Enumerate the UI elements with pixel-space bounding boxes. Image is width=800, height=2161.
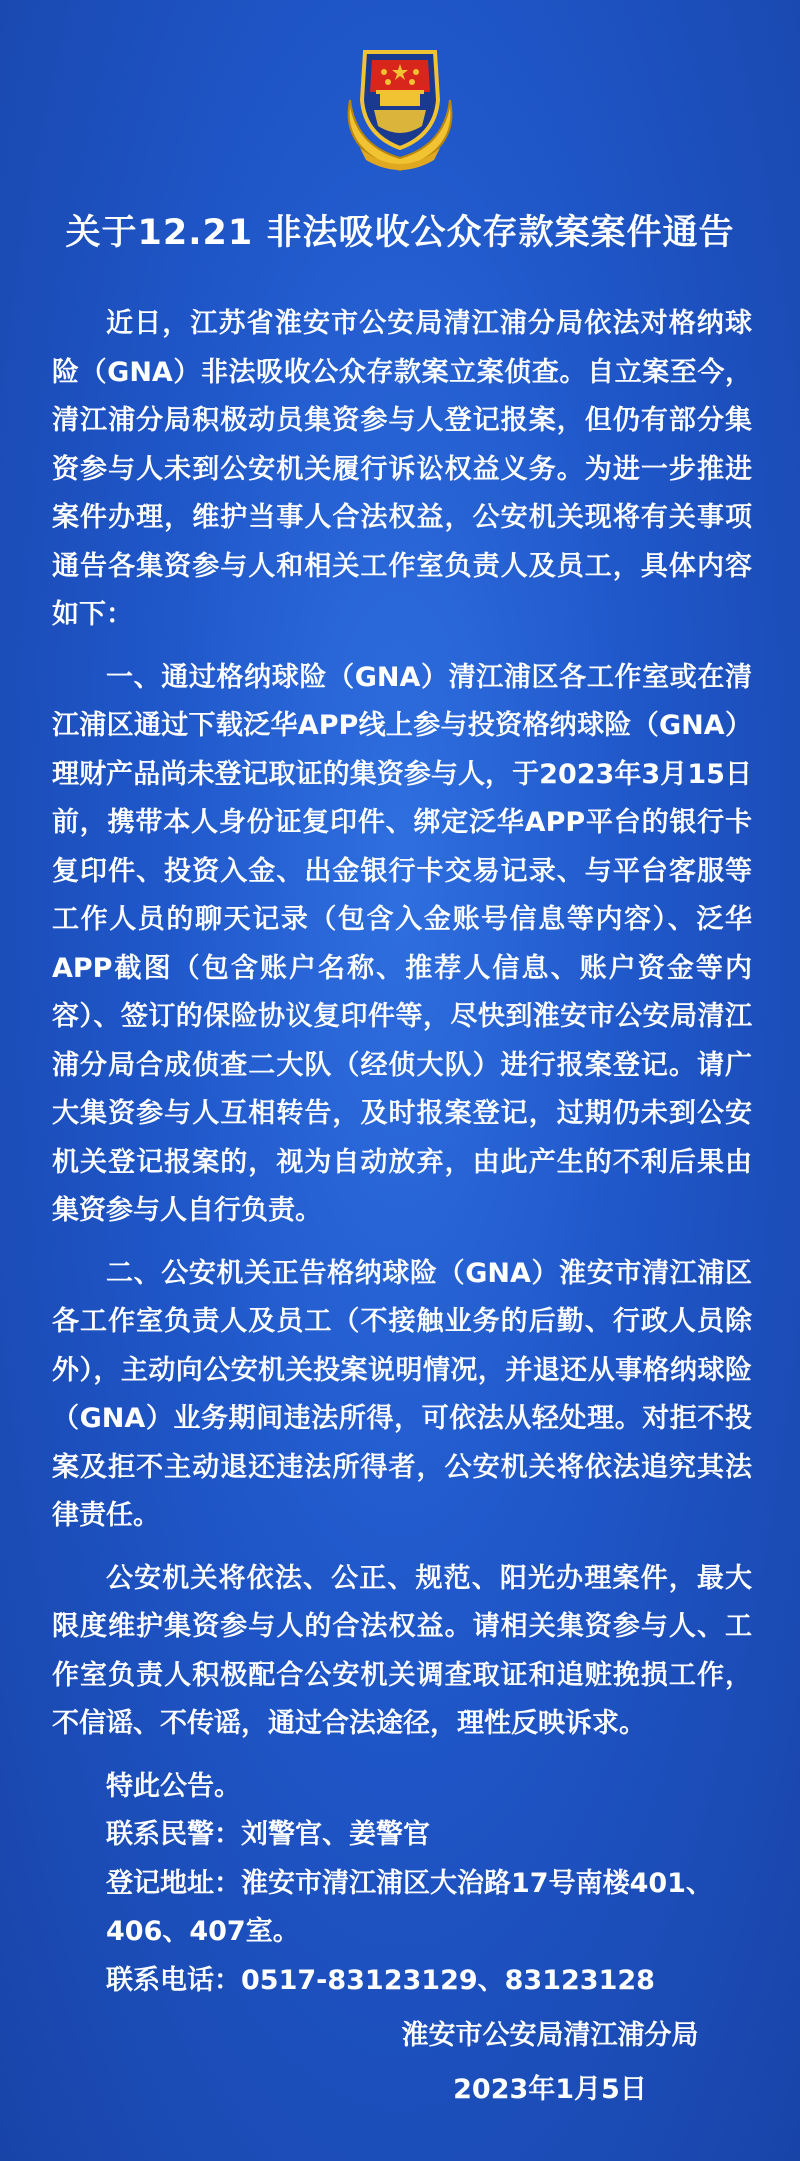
police-emblem-icon <box>330 30 470 180</box>
paragraph-closing: 公安机关将依法、公正、规范、阳光办理案件，最大限度维护集资参与人的合法权益。请相关集资参与人、工作室负责人积极配合公安机关调查取证和追赃挽损工作，不信谣、不传谣，通过合法途径，理性反映诉求。 <box>52 1562 752 1739</box>
paragraph-item-2: 二、公安机关正告格纳球险（GNA）淮安市清江浦区各工作室负责人及员工（不接触业务的后勤、行政人员除外），主动向公安机关投案说明情况，并退还从事格纳球险（GNA）业务期间违法所得，可依法从轻处理。对拒不投案及拒不主动退还违法所得者，公安机关将依法追究其法律责任。 <box>52 1257 752 1531</box>
address-line-2: 406、407室。 <box>106 1916 300 1947</box>
signature: 淮安市公安局清江浦分局 <box>401 2020 699 2051</box>
notice-date: 2023年1月5日 <box>453 2074 647 2105</box>
paragraph-item-1: 一、通过格纳球险（GNA）清江浦区各工作室或在清江浦区通过下载泛华APP线上参与投资格纳球险（GNA）理财产品尚未登记取证的集资参与人，于2023年3月15日前，携带本人身份证复印件、绑定泛华APP平台的银行卡复印件、投资入金、出金银行卡交易记录、与平台客服等工作人员的聊天记录（包含入金账号信息等内容）、泛华APP截图（包含账户名称、推荐人信息、账户资金等内容）、签订的保险协议复印件等，尽快到淮安市公安局清江浦分局合成侦查二大队（经侦大队）进行报案登记。请广大集资参与人互相转告，及时报案登记，过期仍未到公安机关登记报案的，视为自动放弃，由此产生的不利后果由集资参与人自行负责。 <box>52 661 752 1226</box>
address-line-1: 登记地址：淮安市清江浦区大治路17号南楼401、 <box>106 1867 713 1899</box>
notice-body <box>52 300 752 2005</box>
contact-police: 联系民警：刘警官、姜警官 <box>106 1819 430 1850</box>
contact-phone: 联系电话：0517-83123129、83123128 <box>106 1964 655 1996</box>
notice-statement: 特此公告。 <box>106 1770 241 1802</box>
page-title: 关于12.21 非法吸收公众存款案案件通告 <box>65 213 735 253</box>
paragraph-intro: 近日，江苏省淮安市公安局清江浦分局依法对格纳球险（GNA）非法吸收公众存款案立案侦查。自立案至今，清江浦分局积极动员集资参与人登记报案，但仍有部分集资参与人未到公安机关履行诉讼权益义务。为进一步推进案件办理，维护当事人合法权益，公安机关现将有关事项通告各集资参与人和相关工作室负责人及员工，具体内容如下： <box>52 308 752 630</box>
